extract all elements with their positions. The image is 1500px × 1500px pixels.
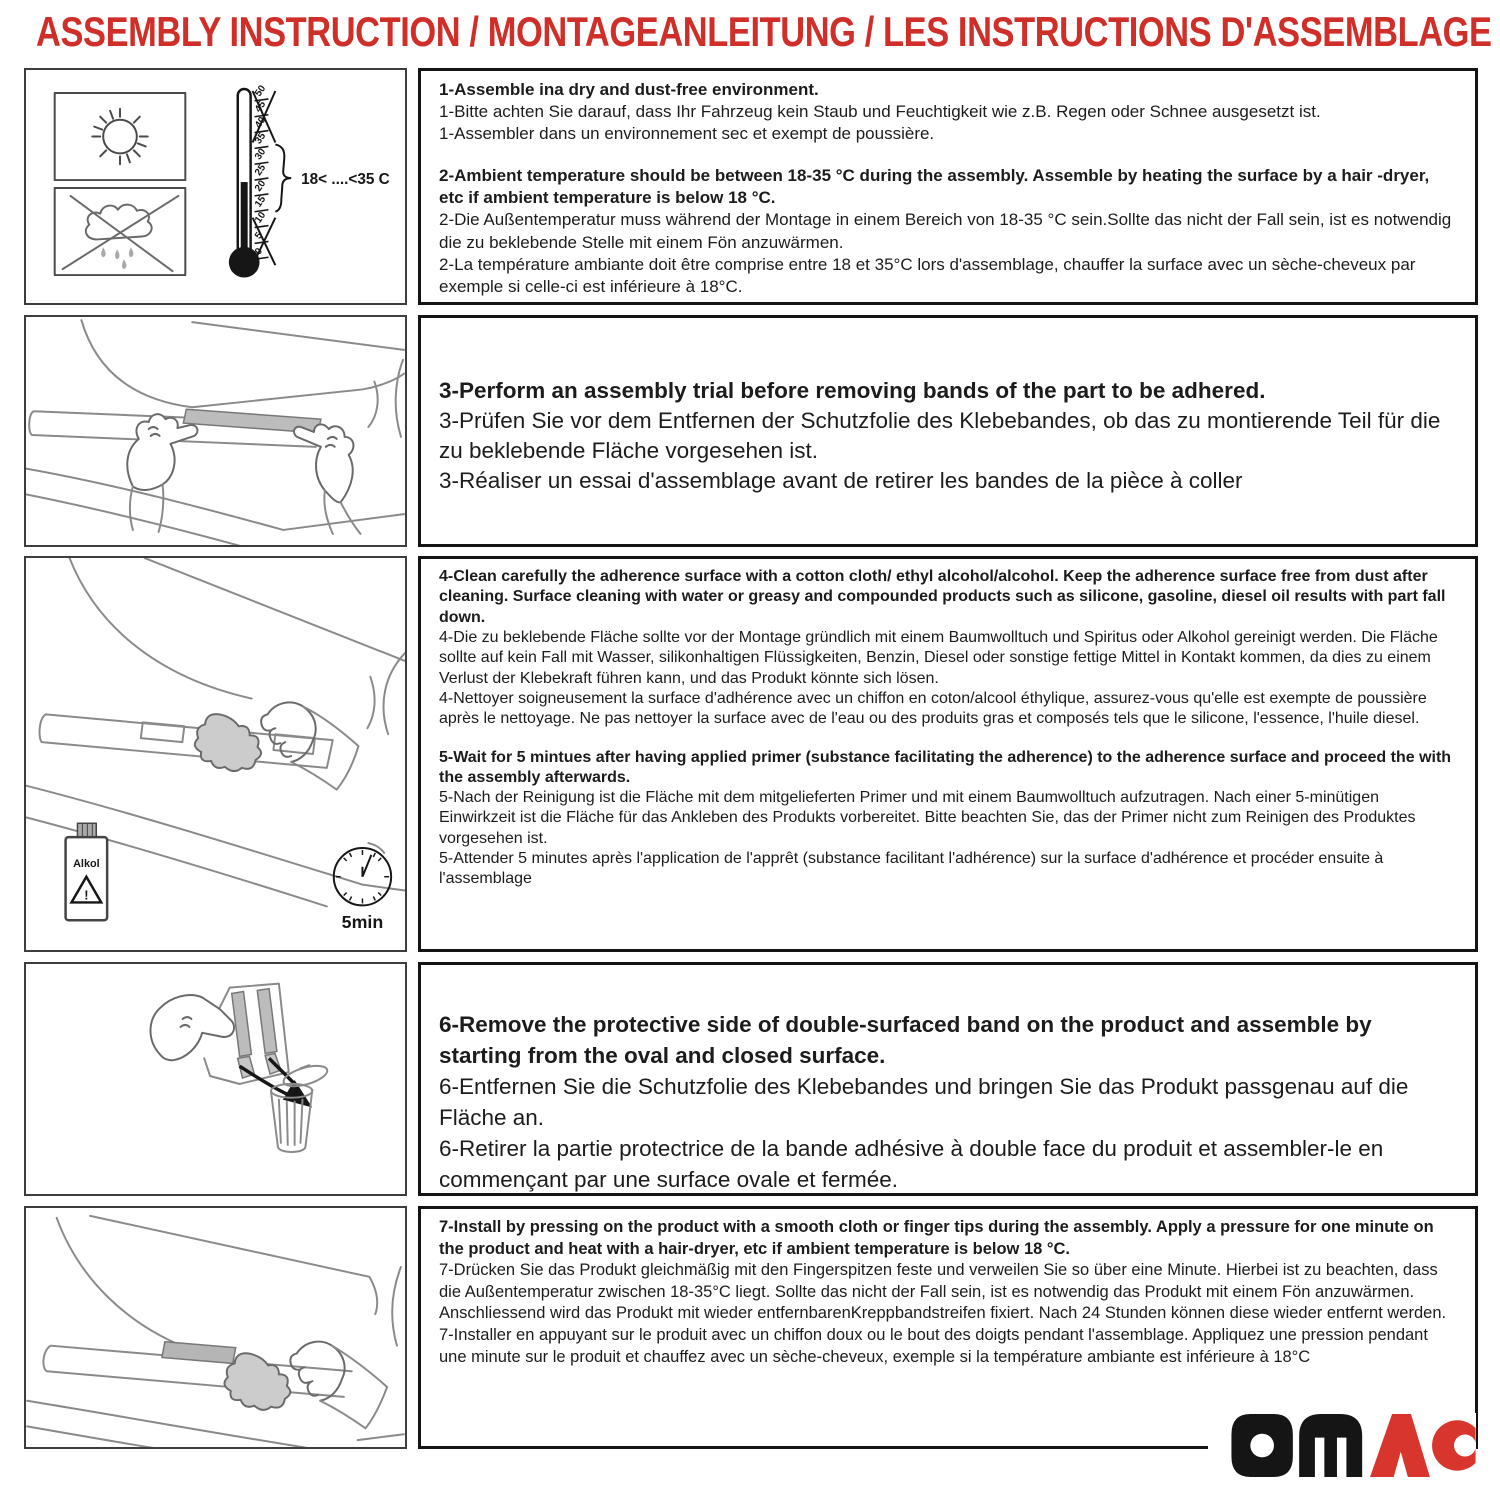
section-environment [24,68,1478,305]
thermometer-scale-50: 50 [252,83,269,99]
sun-box [55,93,186,180]
thermometer-scale-30: 30 [252,146,269,162]
temperature-range-label: 18< ....<35 C [301,171,390,189]
illustration-assembly-trial [24,315,407,547]
cleaning-cloth-and-hand [195,702,359,789]
cloth [195,714,261,771]
alcohol-bottle-icon [66,823,108,920]
instruction-text-2 [418,315,1478,547]
instruction-de: 1-Bitte achten Sie darauf, dass Ihr Fahrzeug kein Staub und Feuchtigkeit wie z.B. Regen oder Schnee ausgesetzt ist. [439,102,1321,122]
thermometer-scale-20: 20 [252,178,269,194]
thermometer-scale-40: 40 [252,115,269,131]
instruction-en: 6-Remove the protective side of double-surfaced band on the product and assemble by starting from the oval and closed surface. [439,1012,1372,1069]
instruction-fr: 5-Attender 5 minutes après l'application de l'apprêt (substance facilitant l'adhérence) sur la surface d'adhérence et procéder ensuite à l'assemblage [439,850,1384,888]
trial-fit-illustration [26,317,405,545]
thermometer-scale-5: 5 [252,230,266,242]
section-remove-band [24,962,1478,1196]
instruction-de: 4-Die zu beklebende Fläche sollte vor der Montage gründlich mit einem Baumwolltuch und Spiritus oder Alkohol gereinigt werden. Die Fläche sollte auf kein Fall mit Wasser, silikonhaltigen Flüssigkeiten, Benzin, Diesel oder sonstige fettige Mittel in Kontakt kommen, da dies zu einem Verlust der Klebekraft führen kann, und das Produkt könnte sich lösen. [439,628,1438,687]
illustration-clean-surface [24,556,407,952]
illustration-press-install [24,1206,407,1449]
instruction-de: 3-Prüfen Sie vor dem Entfernen der Schutzfolie des Klebebandes, ob das zu montierende Teil für die zu beklebende Fläche vorgesehen ist. [439,407,1441,463]
instruction-text-4 [418,962,1478,1196]
peel-band-illustration [26,964,405,1194]
right-hand [294,424,361,534]
thermometer-scale-15: 15 [252,194,269,210]
instruction-fr: 7-Installer en appuyant sur le produit avec un chiffon doux ou le bout des doigts pendant l'assemblage. Appliquez une pression pendant une minute sur le produit et chauffez avec un sèche-cheveux, exemple si la température ambiante est inférieure à 18°C [439,1326,1428,1366]
range-brace [275,144,291,211]
instruction-fr: 1-Assembler dans un environnement sec et exempt de poussière. [439,124,935,144]
omac-logo-graphic [1231,1414,1476,1477]
instruction-en: 2-Ambient temperature should be between 18-35 °C during the assembly. Assemble by heating the surface by a hair -dryer, etc if ambient temperature is below 18 °C. [439,166,1430,208]
left-hand [127,414,197,532]
instruction-de: 7-Drücken Sie das Produkt gleichmäßig mit den Fingerspitzen feste und verweilen Sie so über eine Minute. Hierbei ist zu beachten, dass die Außentemperatur zwischen 18-35°C liegt. Sollte das nicht der Fall sein, ist es notwendig das Produkt mit einem Fön anzuwärmen. Anschliessend wird das Produkt mit wieder entfernbarenKreppbandstreifen fixiert. Nach 24 Stunden können diese wieder entfernt werden. [439,1261,1447,1323]
thermometer-scale-25: 25 [252,162,269,178]
cleaning-illustration [26,558,405,950]
instruction-fr: 3-Réaliser un essai d'assemblage avant de retirer les bandes de la pièce à coller [439,467,1243,493]
sun-icon [92,109,147,164]
thermometer-scale-10: 10 [252,210,269,226]
instruction-text-1 [418,68,1478,305]
instruction-en: 5-Wait for 5 mintues after having applied primer (substance facilitating the adherence) to the adherence surface and proceed the with the assembly afterwards. [439,748,1452,786]
instruction-fr: 6-Retirer la partie protectrice de la bande adhésive à double face du produit et assembler-le en commençant par une surface ovale et fermée. [439,1136,1384,1193]
trash-can-icon [271,1062,329,1152]
logo-om-black [1231,1414,1362,1477]
section-assembly-trial [24,315,1478,547]
omac-logo [1208,1413,1476,1477]
thermometer-scale-45: 45 [252,99,269,115]
clock-duration-label: 5min [341,912,384,933]
logo-ac-red [1370,1414,1476,1477]
instruction-en: 4-Clean carefully the adherence surface with a cotton cloth/ ethyl alcohol/alcohol. Keep the adherence surface free from dust after cleaning. Surface cleaning with water or greasy and compounded products such as silicone, gasoline, diesel oil results with part fall down. [439,568,1446,626]
instruction-de: 2-Die Außentemperatur muss während der Montage in einem Bereich von 18-35 °C sein.Sollte das nicht der Fall sein, ist es notwendig die zu beklebende Stelle mit einem Fön anzuwärmen. [439,210,1452,252]
illustration-environment [24,68,407,305]
page-title: ASSEMBLY INSTRUCTION / MONTAGEANLEITUNG / LES INSTRUCTIONS D'ASSEMBLAGE [36,8,1492,55]
instruction-fr: 4-Nettoyer soigneusement la surface d'adhérence avec un chiffon en coton/alcool éthylique, assurez-vous qu'elle est exempte de poussière après le nettoyage. Ne pas nettoyer la surface avec de l'eau ou des produits gras et composés tels que le silicone, l'essence, l'huile diesel. [439,689,1427,728]
applied-trim-part [162,1342,236,1364]
no-rain-icon [63,196,179,271]
warning-exclamation: ! [84,887,89,903]
instruction-en: 1-Assemble ina dry and dust-free environment. [439,80,819,99]
thermometer-scale-35: 35 [252,130,269,147]
instruction-text-3 [418,556,1478,952]
thermometer-icon [229,83,390,278]
instruction-fr: 2-La température ambiante doit être comprise entre 18 et 35°C lors d'assemblage, chauffer la surface avec un sèche-cheveux par exemple si celle-ci est inférieure à 18°C. [439,254,1416,296]
press-install-illustration [26,1208,405,1447]
instruction-de: 6-Entfernen Sie die Schutzfolie des Klebebandes und bringen Sie das Produkt passgenau auf die Fläche an. [439,1074,1409,1131]
cloth [224,1353,290,1410]
instruction-en: 7-Install by pressing on the product with a smooth cloth or finger tips during the assembly. Apply a pressure for one minute on the product and heat with a hair-dryer, etc if ambient temperature is below 18 °C. [439,1218,1434,1258]
instruction-en: 3-Perform an assembly trial before removing bands of the part to be adhered. [439,378,1266,403]
thermometer-scale-0: 0 [252,246,266,257]
environment-illustration [26,70,405,303]
instruction-de: 5-Nach der Reinigung ist die Fläche mit dem mitgelieferten Primer und mit einem Baumwolltuch aufzutragen. Nach einer 5-minütigen Einwirkzeit ist die Fläche für das Ankleben des Produkts vorbereitet. Bitte beachten Sie, das der Primer nicht zum Reinigen des Produktes vorgesehen ist. [439,789,1416,847]
illustration-remove-band [24,962,407,1196]
section-clean-surface [24,556,1478,952]
pressing-cloth-and-hand [224,1342,387,1429]
alcohol-bottle-label: Alkol [73,857,100,870]
